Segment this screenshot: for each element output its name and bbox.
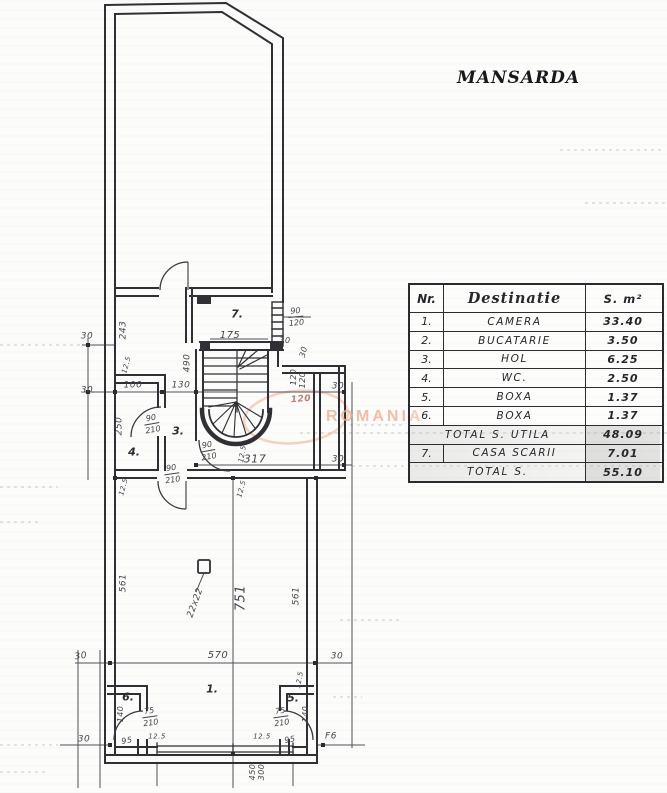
page-title: MANSARDA [457, 68, 581, 88]
dimension-label: 751 [233, 584, 249, 612]
dimension-label: 100 [123, 380, 143, 391]
cell-area: 48.09 [585, 426, 660, 444]
dimension-label: 490 [182, 353, 193, 373]
table-row [410, 387, 662, 406]
cell-nr: 3. [410, 351, 444, 369]
room-label: 1. [206, 682, 218, 696]
dimension-label: 243 [118, 320, 129, 340]
dimension-label: 12.5 [117, 477, 130, 497]
cell-destination: BOXA [496, 409, 533, 422]
cell-nr: 1. [410, 313, 444, 331]
cell-area: 3.50 [585, 332, 660, 350]
door-size-label: $\frac{90}{210}$ [164, 462, 182, 486]
table-row [410, 406, 662, 425]
dimension-label: 30 [331, 381, 345, 392]
cell-nr: 7. [410, 445, 444, 463]
dimension-label: 30 [80, 385, 94, 396]
dimension-label: 30 [297, 345, 310, 359]
dimension-label: 120 [290, 393, 312, 406]
dimension-label: 140 [301, 705, 310, 723]
door-size-label: $\frac{90}{120}$ [288, 305, 305, 329]
header-destination: Destinatie [467, 290, 562, 307]
dimension-label: 95 [120, 735, 134, 746]
door-size-label: $\frac{90}{210}$ [199, 439, 218, 463]
cell-area: 7.01 [585, 445, 660, 463]
header-area: S. m² [585, 285, 660, 312]
cell-destination: HOL [501, 353, 528, 366]
room-label: 4. [128, 445, 140, 459]
cell-area: 1.37 [585, 407, 660, 425]
cell-nr: 2. [410, 332, 444, 350]
cell-destination: TOTAL S. UTILA [444, 428, 551, 441]
dimension-label: 30 [80, 331, 94, 342]
cell-area: 6.25 [585, 351, 660, 369]
door-size-label: $\frac{90}{210}$ [143, 412, 162, 436]
cell-destination: BOXA [496, 391, 533, 404]
dimension-label: 250 [114, 416, 125, 436]
dimension-label: 130 [171, 380, 191, 391]
table-row [410, 312, 662, 331]
dimension-label: 570 [207, 650, 229, 661]
cell-nr: 6. [410, 407, 444, 425]
romania-watermark: ROMANIA [326, 408, 424, 425]
cell-area: 55.10 [585, 463, 660, 481]
room-label: 5. [287, 691, 299, 705]
cell-area: 2.50 [585, 369, 660, 387]
door-size-label: $\frac{75}{210}$ [273, 705, 291, 729]
room-label: 6. [122, 690, 134, 704]
cell-area: 1.37 [585, 388, 660, 406]
cell-destination: CAMERA [487, 315, 542, 328]
room-label: 3. [172, 424, 184, 438]
dimension-label: 120 [289, 368, 298, 386]
table-row [410, 444, 662, 463]
dimension-label: 30 [331, 454, 345, 465]
cell-destination: WC. [501, 372, 528, 385]
table-row [410, 462, 662, 481]
dimension-label: 561 [291, 586, 302, 606]
dimension-label: 317 [243, 452, 267, 466]
cell-nr: 5. [410, 388, 444, 406]
table-row [410, 368, 662, 387]
cell-destination: CASA SCARII [472, 447, 557, 460]
dimension-label: 120 [298, 371, 307, 389]
room-schedule-table [408, 283, 664, 483]
cell-nr: 4. [410, 369, 444, 387]
cell-destination: BUCATARIE [478, 334, 551, 347]
dimension-label: 12.5 [235, 479, 248, 499]
dimension-label: 12.5 [237, 444, 248, 464]
dimension-label: 175 [219, 330, 241, 341]
cell-destination: TOTAL S. [467, 466, 528, 479]
room-label: 7. [231, 307, 243, 321]
cell-area: 33.40 [585, 313, 660, 331]
dimension-label: 140 [116, 705, 125, 723]
dimension-label: 30 [330, 651, 344, 662]
table-row [410, 425, 662, 444]
header-nr: Nr. [410, 285, 444, 312]
table-row [410, 331, 662, 350]
dimension-label: 95 [283, 734, 297, 745]
dimension-label: 12.5 [120, 355, 133, 375]
dimension-label: 30 [77, 734, 91, 745]
dimension-label: F6 [325, 731, 337, 742]
door-size-label: $\frac{75}{210}$ [142, 705, 160, 729]
table-header-row [410, 285, 662, 312]
dimension-label: 12.5 [294, 670, 305, 690]
dimension-label: 450 [248, 763, 257, 781]
dimension-label: 12.5 [148, 732, 166, 741]
dimension-label: 12.5 [253, 732, 271, 741]
dimension-label: 22x22 [185, 586, 206, 619]
dimension-label: 561 [118, 573, 129, 593]
dimension-label: 30 [279, 336, 291, 345]
dimension-label: 30 [74, 650, 88, 663]
dimension-label: 300 [257, 763, 266, 781]
table-row [410, 350, 662, 369]
